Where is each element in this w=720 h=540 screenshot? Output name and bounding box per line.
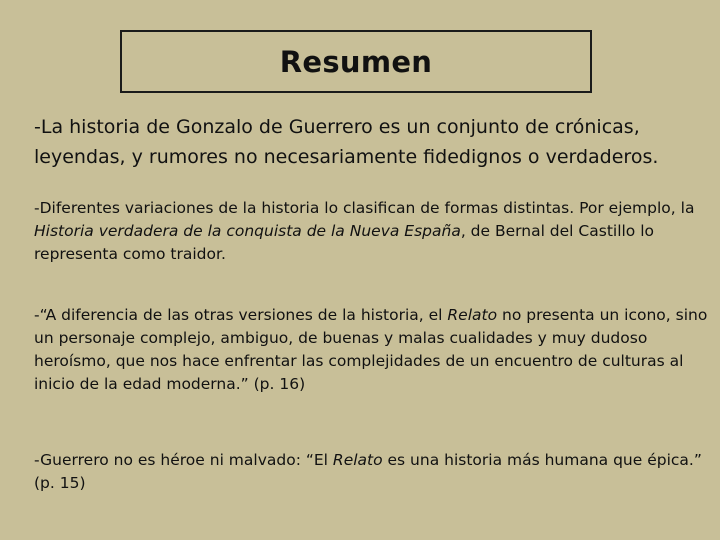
slide-title: Resumen (279, 44, 433, 79)
title-box (120, 30, 592, 93)
paragraph-2-text-b: , de Bernal del Castillo lo representa como traidor. (34, 222, 655, 263)
paragraph-2-text-a: -Diferentes variaciones de la historia lo clasifican de formas distintas. Por ejemplo, la (34, 199, 695, 217)
paragraph-4-relato: Relato (332, 451, 383, 469)
paragraph-3-text-b: no presenta un icono, sino un personaje complejo, ambiguo, de buenas y malas cualidades y muy dudoso heroísmo, que nos hace enfrentar las complejidades de un encuentro de culturas al inicio de la edad moderna.” (p. 16) (34, 306, 708, 393)
paragraph-3-relato: Relato (447, 306, 498, 324)
paragraph-4-text-a: -Guerrero no es héroe ni malvado: “El (34, 451, 333, 469)
paragraph-3 (34, 304, 716, 396)
paragraph-3-text-a: -“A diferencia de las otras versiones de la historia, el (34, 306, 448, 324)
paragraph-1: -La historia de Gonzalo de Guerrero es un conjunto de crónicas, leyendas, y rumores no necesariamente fidedignos o verdaderos. (34, 116, 659, 168)
paragraph-4-text-b: es una historia más humana que épica.” (p. 15) (34, 451, 702, 492)
paragraph-2-book-title: Historia verdadera de la conquista de la Nueva España (34, 222, 461, 240)
paragraph-4 (34, 449, 714, 495)
paragraph-2 (34, 197, 714, 266)
